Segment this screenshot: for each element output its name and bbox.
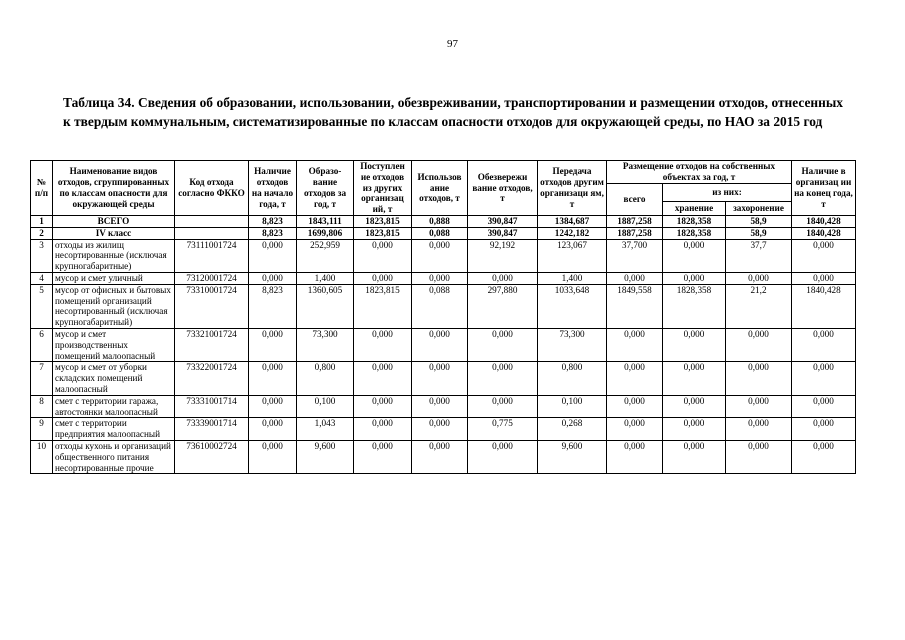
cell-name: мусор от офисных и бытовых помещений организаций несортированный (исключая крупногабаритный) xyxy=(53,284,175,328)
cell-transferred: 1242,182 xyxy=(538,227,607,239)
cell-end: 1840,428 xyxy=(792,284,856,328)
table-row xyxy=(31,215,856,227)
cell-received: 1823,815 xyxy=(354,215,412,227)
cell-used: 0,088 xyxy=(412,284,468,328)
cell-transferred: 0,268 xyxy=(538,418,607,441)
cell-neutralized: 0,000 xyxy=(468,328,538,361)
header-burial: захоронение xyxy=(726,201,792,215)
cell-num: 3 xyxy=(31,239,53,272)
cell-received: 0,000 xyxy=(354,418,412,441)
cell-code: 73322001724 xyxy=(175,362,249,395)
cell-neutralized: 92,192 xyxy=(468,239,538,272)
cell-total: 0,000 xyxy=(607,395,663,418)
cell-neutralized: 0,000 xyxy=(468,395,538,418)
header-neutralized: Обезвережи вание отходов, т xyxy=(468,161,538,216)
cell-num: 10 xyxy=(31,440,53,473)
cell-start: 0,000 xyxy=(249,418,297,441)
cell-burial: 58,9 xyxy=(726,227,792,239)
cell-storage: 1828,358 xyxy=(663,215,726,227)
cell-neutralized: 0,775 xyxy=(468,418,538,441)
cell-formed: 73,300 xyxy=(297,328,354,361)
cell-total: 1887,258 xyxy=(607,215,663,227)
cell-name: мусор и смет производственных помещений малоопасный xyxy=(53,328,175,361)
cell-used: 0,088 xyxy=(412,227,468,239)
cell-end: 1840,428 xyxy=(792,227,856,239)
table-row xyxy=(31,239,856,272)
cell-code: 73111001724 xyxy=(175,239,249,272)
cell-name: мусор и смет уличный xyxy=(53,272,175,284)
cell-code: 73321001724 xyxy=(175,328,249,361)
header-total: всего xyxy=(607,183,663,215)
table-row xyxy=(31,227,856,239)
table-row xyxy=(31,284,856,328)
cell-burial: 0,000 xyxy=(726,440,792,473)
cell-total: 0,000 xyxy=(607,418,663,441)
header-end: Наличие в организац ии на конец года, т xyxy=(792,161,856,216)
cell-code xyxy=(175,227,249,239)
cell-storage: 0,000 xyxy=(663,239,726,272)
header-transferred: Передача отходов другим организаци ям, т xyxy=(538,161,607,216)
cell-storage: 0,000 xyxy=(663,418,726,441)
header-used: Использов ание отходов, т xyxy=(412,161,468,216)
cell-start: 0,000 xyxy=(249,328,297,361)
cell-num: 8 xyxy=(31,395,53,418)
header-placement: Размещение отходов на собственных объектах за год, т xyxy=(607,161,792,184)
header-storage: хранение xyxy=(663,201,726,215)
header-of-which: из них: xyxy=(663,183,792,201)
cell-storage: 0,000 xyxy=(663,395,726,418)
cell-total: 1849,558 xyxy=(607,284,663,328)
cell-used: 0,000 xyxy=(412,328,468,361)
cell-code xyxy=(175,215,249,227)
cell-received: 0,000 xyxy=(354,272,412,284)
cell-transferred: 73,300 xyxy=(538,328,607,361)
cell-total: 0,000 xyxy=(607,328,663,361)
cell-burial: 0,000 xyxy=(726,418,792,441)
table-row xyxy=(31,362,856,395)
cell-neutralized: 0,000 xyxy=(468,272,538,284)
cell-total: 1887,258 xyxy=(607,227,663,239)
cell-transferred: 0,100 xyxy=(538,395,607,418)
cell-transferred: 0,800 xyxy=(538,362,607,395)
cell-code: 73310001724 xyxy=(175,284,249,328)
cell-used: 0,000 xyxy=(412,440,468,473)
table-row xyxy=(31,418,856,441)
cell-neutralized: 0,000 xyxy=(468,362,538,395)
cell-name: ВСЕГО xyxy=(53,215,175,227)
cell-transferred: 123,067 xyxy=(538,239,607,272)
table-caption: Таблица 34. Сведения об образовании, использовании, обезвреживании, транспортировании и размещении отходов, отнесенных к твердым коммунальным, систематизированные по классам опасности отходов для окружающей среды, по НАО за 2015 год xyxy=(63,95,843,129)
cell-start: 0,000 xyxy=(249,440,297,473)
cell-name: мусор и смет от уборки складских помещений малоопасный xyxy=(53,362,175,395)
cell-used: 0,000 xyxy=(412,272,468,284)
cell-end: 1840,428 xyxy=(792,215,856,227)
cell-total: 0,000 xyxy=(607,272,663,284)
cell-neutralized: 0,000 xyxy=(468,440,538,473)
cell-num: 7 xyxy=(31,362,53,395)
cell-formed: 0,800 xyxy=(297,362,354,395)
cell-formed: 252,959 xyxy=(297,239,354,272)
cell-formed: 1360,605 xyxy=(297,284,354,328)
cell-storage: 0,000 xyxy=(663,440,726,473)
cell-burial: 0,000 xyxy=(726,395,792,418)
cell-end: 0,000 xyxy=(792,272,856,284)
cell-code: 73339001714 xyxy=(175,418,249,441)
cell-total: 0,000 xyxy=(607,440,663,473)
cell-storage: 1828,358 xyxy=(663,284,726,328)
cell-received: 0,000 xyxy=(354,362,412,395)
cell-total: 37,700 xyxy=(607,239,663,272)
cell-code: 73331001714 xyxy=(175,395,249,418)
cell-num: 2 xyxy=(31,227,53,239)
cell-neutralized: 390,847 xyxy=(468,215,538,227)
cell-burial: 58,9 xyxy=(726,215,792,227)
cell-burial: 37,7 xyxy=(726,239,792,272)
cell-formed: 1699,806 xyxy=(297,227,354,239)
cell-storage: 0,000 xyxy=(663,362,726,395)
cell-start: 8,823 xyxy=(249,215,297,227)
table-row xyxy=(31,272,856,284)
cell-received: 1823,815 xyxy=(354,284,412,328)
cell-code: 73120001724 xyxy=(175,272,249,284)
cell-end: 0,000 xyxy=(792,418,856,441)
header-code: Код отхода согласно ФККО xyxy=(175,161,249,216)
cell-used: 0,000 xyxy=(412,395,468,418)
cell-neutralized: 390,847 xyxy=(468,227,538,239)
cell-name: смет с территории предприятия малоопасный xyxy=(53,418,175,441)
cell-received: 0,000 xyxy=(354,239,412,272)
cell-formed: 1,043 xyxy=(297,418,354,441)
table-row xyxy=(31,328,856,361)
page-number: 97 xyxy=(447,38,458,50)
cell-storage: 0,000 xyxy=(663,328,726,361)
cell-burial: 0,000 xyxy=(726,272,792,284)
cell-start: 8,823 xyxy=(249,227,297,239)
header-received: Поступлен ие отходов из других организац ий, т xyxy=(354,161,412,216)
cell-burial: 21,2 xyxy=(726,284,792,328)
cell-name: IV класс xyxy=(53,227,175,239)
cell-end: 0,000 xyxy=(792,440,856,473)
cell-start: 0,000 xyxy=(249,362,297,395)
cell-end: 0,000 xyxy=(792,362,856,395)
table-row xyxy=(31,440,856,473)
cell-transferred: 1033,648 xyxy=(538,284,607,328)
cell-num: 9 xyxy=(31,418,53,441)
waste-table xyxy=(30,160,856,474)
header-start: Наличие отходов на начало года, т xyxy=(249,161,297,216)
header-num: № п/п xyxy=(31,161,53,216)
cell-received: 0,000 xyxy=(354,328,412,361)
cell-transferred: 1384,687 xyxy=(538,215,607,227)
cell-used: 0,000 xyxy=(412,239,468,272)
cell-num: 5 xyxy=(31,284,53,328)
cell-start: 8,823 xyxy=(249,284,297,328)
cell-storage: 0,000 xyxy=(663,272,726,284)
cell-name: смет с территории гаража, автостоянки малоопасный xyxy=(53,395,175,418)
header-name: Наименование видов отходов, сгруппированных по классам опасности для окружающей среды xyxy=(53,161,175,216)
cell-end: 0,000 xyxy=(792,239,856,272)
cell-used: 0,888 xyxy=(412,215,468,227)
cell-end: 0,000 xyxy=(792,395,856,418)
cell-burial: 0,000 xyxy=(726,362,792,395)
cell-start: 0,000 xyxy=(249,272,297,284)
cell-transferred: 9,600 xyxy=(538,440,607,473)
cell-name: отходы кухонь и организаций общественного питания несортированные прочие xyxy=(53,440,175,473)
cell-num: 6 xyxy=(31,328,53,361)
cell-formed: 0,100 xyxy=(297,395,354,418)
cell-formed: 1,400 xyxy=(297,272,354,284)
cell-code: 73610002724 xyxy=(175,440,249,473)
cell-formed: 1843,111 xyxy=(297,215,354,227)
cell-start: 0,000 xyxy=(249,239,297,272)
header-formed: Образо-вание отходов за год, т xyxy=(297,161,354,216)
cell-start: 0,000 xyxy=(249,395,297,418)
cell-end: 0,000 xyxy=(792,328,856,361)
cell-received: 1823,815 xyxy=(354,227,412,239)
cell-received: 0,000 xyxy=(354,440,412,473)
cell-num: 4 xyxy=(31,272,53,284)
cell-name: отходы из жилищ несортированные (исключая крупногабаритные) xyxy=(53,239,175,272)
cell-transferred: 1,400 xyxy=(538,272,607,284)
cell-formed: 9,600 xyxy=(297,440,354,473)
cell-used: 0,000 xyxy=(412,362,468,395)
cell-num: 1 xyxy=(31,215,53,227)
table-row xyxy=(31,395,856,418)
cell-burial: 0,000 xyxy=(726,328,792,361)
table-body xyxy=(31,215,856,473)
cell-neutralized: 297,880 xyxy=(468,284,538,328)
cell-storage: 1828,358 xyxy=(663,227,726,239)
cell-used: 0,000 xyxy=(412,418,468,441)
cell-received: 0,000 xyxy=(354,395,412,418)
cell-total: 0,000 xyxy=(607,362,663,395)
